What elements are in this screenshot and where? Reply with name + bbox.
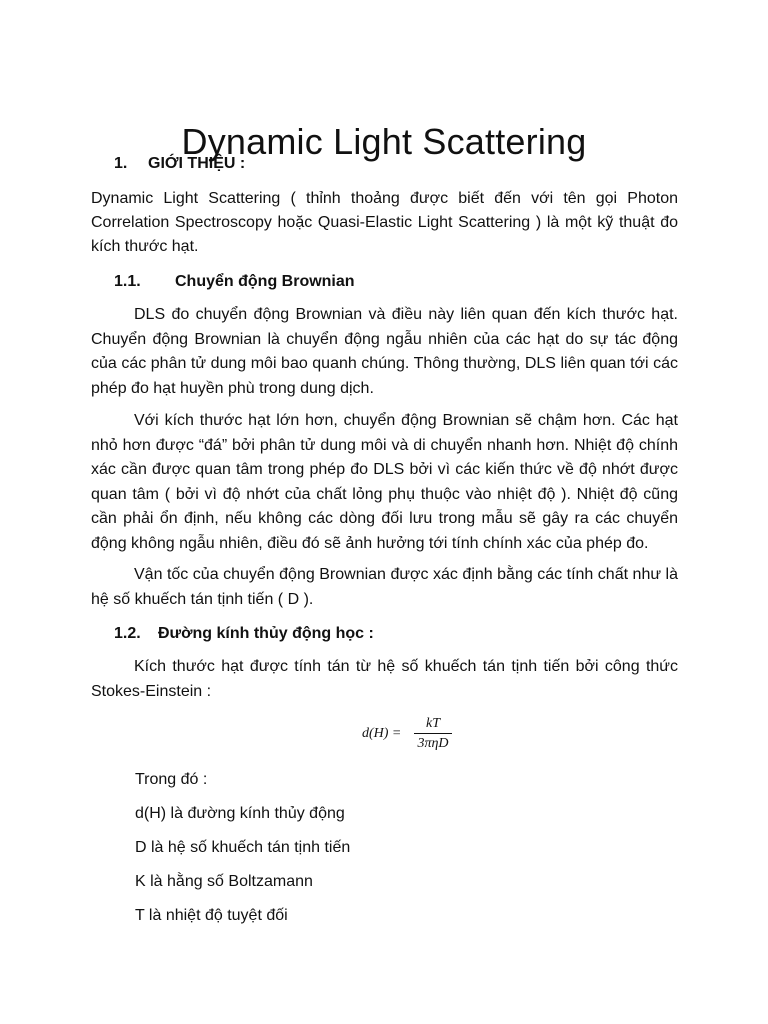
definition-item: T là nhiệt độ tuyệt đối: [135, 907, 288, 924]
formula-numerator: kT: [426, 716, 440, 731]
section-1-heading: GIỚI THIỆU :: [148, 155, 246, 172]
section-1-number: 1.: [114, 155, 128, 172]
fraction-bar: [414, 733, 452, 734]
definition-item: K là hằng số Boltzamann: [135, 873, 313, 890]
formula-denominator: 3πηD: [417, 736, 449, 751]
definition-item: D là hệ số khuếch tán tịnh tiến: [135, 839, 351, 856]
section-1-1-paragraph-1: DLS đo chuyển động Brownian và điều này liên quan đến kích thước hạt. Chuyển động Brownian là chuyển động ngẫu nhiên của các hạt do sự tác động của các phân tử dung môi bao quanh chúng. Thông thường, DLS liên quan tới các phép đo hạt huyền phù trong dung dịch.: [91, 306, 678, 397]
section-1-1-number: 1.1.: [114, 273, 141, 290]
section-1-paragraph-line: kích thước hạt.: [91, 238, 199, 255]
section-1-paragraph-line: Correlation Spectroscopy hoặc Quasi-Elastic Light Scattering ) là một kỹ thuật đo: [91, 214, 678, 231]
section-1-1-paragraph-3: Vận tốc của chuyển động Brownian được xác định bằng các tính chất như là hệ số khuếch tán tịnh tiến ( D ).: [91, 566, 678, 608]
where-label: Trong đó :: [135, 771, 208, 788]
section-1-paragraph-line: Dynamic Light Scattering ( thỉnh thoảng được biết đến với tên gọi Photon: [91, 190, 678, 207]
formula-lhs: d(H) =: [362, 726, 402, 741]
section-1-2-heading: Đường kính thủy động học :: [158, 625, 374, 642]
section-1-1-heading: Chuyển động Brownian: [175, 273, 355, 290]
section-1-2-number: 1.2.: [114, 625, 141, 642]
section-1-1-paragraph-2: Với kích thước hạt lớn hơn, chuyển động Brownian sẽ chậm hơn. Các hạt nhỏ hơn được “đá” bởi phân tử dung môi và di chuyển nhanh hơn. Nhiệt độ chính xác cần được quan tâm trong phép đo DLS bởi vì các kiến thức về độ nhớt được quan tâm ( bởi vì độ nhớt của chất lỏng phụ thuộc vào nhiệt độ ). Nhiệt độ cũng cần phải ổn định, nếu không các dòng đối lưu trong mẫu sẽ gây ra các chuyển động không ngẫu nhiên, điều đó sẽ ảnh hưởng tới tính chính xác của phép đo.: [91, 412, 678, 552]
section-1-2-paragraph-1: Kích thước hạt được tính tán từ hệ số khuếch tán tịnh tiến bởi công thức Stokes-Einstein :: [91, 658, 678, 700]
definition-item: d(H) là đường kính thủy động: [135, 805, 345, 822]
formula-fraction: [414, 716, 452, 752]
document-title: Dynamic Light Scattering: [181, 121, 587, 163]
